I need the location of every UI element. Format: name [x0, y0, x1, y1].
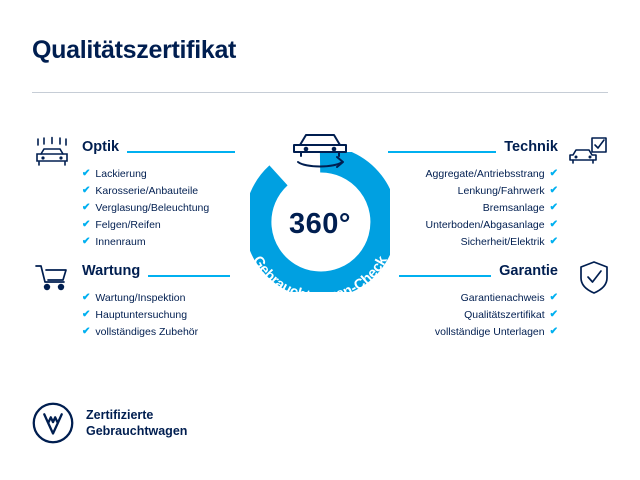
check-icon: ✔	[82, 185, 91, 196]
list-item-label: Lenkung/Fahrwerk	[457, 184, 545, 197]
footer-line-1: Zertifizierte	[86, 408, 154, 422]
section-title: Garantie	[499, 263, 558, 279]
list-item	[368, 324, 558, 341]
list-item-label: Verglasung/Beleuchtung	[95, 201, 210, 214]
section-rule	[127, 151, 235, 153]
check-icon: ✔	[549, 185, 558, 196]
check-icon: ✔	[549, 219, 558, 230]
badge-value: 360°	[289, 208, 351, 240]
list-item-label: vollständiges Zubehör	[95, 325, 199, 338]
footer-line-2: Gebrauchtwagen	[86, 424, 188, 438]
shield-check-icon	[572, 258, 616, 298]
list-item-label: Qualitätszertifikat	[464, 308, 545, 321]
svg-text:Gebrauchtwagen-Check	[249, 253, 391, 306]
list-item-label: Innenraum	[95, 235, 146, 248]
list-item-label: vollständige Unterlagen	[434, 325, 545, 338]
car-wash-icon	[30, 134, 74, 174]
car-checklist-icon	[566, 134, 610, 174]
page-title: Qualitätszertifikat	[32, 36, 237, 64]
list-item-label: Hauptuntersuchung	[95, 308, 188, 321]
vw-logo	[32, 402, 74, 444]
check-icon: ✔	[82, 202, 91, 213]
list-item-label: Aggregate/Antriebsstrang	[425, 167, 545, 180]
check-icon: ✔	[549, 202, 558, 213]
footer-text	[86, 407, 187, 439]
list-item-label: Sicherheit/Elektrik	[460, 235, 545, 248]
list-item-label: Bremsanlage	[482, 201, 545, 214]
list-item	[82, 324, 272, 341]
list-item-label: Karosserie/Anbauteile	[95, 184, 199, 197]
arc-label-text: Gebrauchtwagen-Check	[249, 253, 391, 306]
check-icon: ✔	[82, 219, 91, 230]
check-icon: ✔	[549, 168, 558, 179]
check-icon: ✔	[82, 309, 91, 320]
section-title: Technik	[504, 139, 558, 155]
check-icon: ✔	[549, 236, 558, 247]
check-icon: ✔	[549, 309, 558, 320]
check-icon: ✔	[82, 292, 91, 303]
list-item-label: Garantienachweis	[460, 291, 545, 304]
list-item-label: Wartung/Inspektion	[95, 291, 186, 304]
footer-brand	[32, 402, 187, 444]
list-item-label: Unterboden/Abgasanlage	[425, 218, 545, 231]
check-icon: ✔	[82, 236, 91, 247]
list-item-label: Felgen/Reifen	[95, 218, 161, 231]
section-title: Wartung	[82, 263, 141, 279]
title-divider	[32, 92, 608, 93]
list-item-label: Lackierung	[95, 167, 147, 180]
check-icon: ✔	[82, 326, 91, 337]
check-icon: ✔	[82, 168, 91, 179]
check-icon: ✔	[549, 292, 558, 303]
check-badge	[228, 124, 412, 320]
check-icon: ✔	[549, 326, 558, 337]
section-rule	[399, 275, 491, 277]
section-rule	[148, 275, 230, 277]
service-cart-icon	[30, 258, 74, 298]
section-title: Optik	[82, 139, 120, 155]
